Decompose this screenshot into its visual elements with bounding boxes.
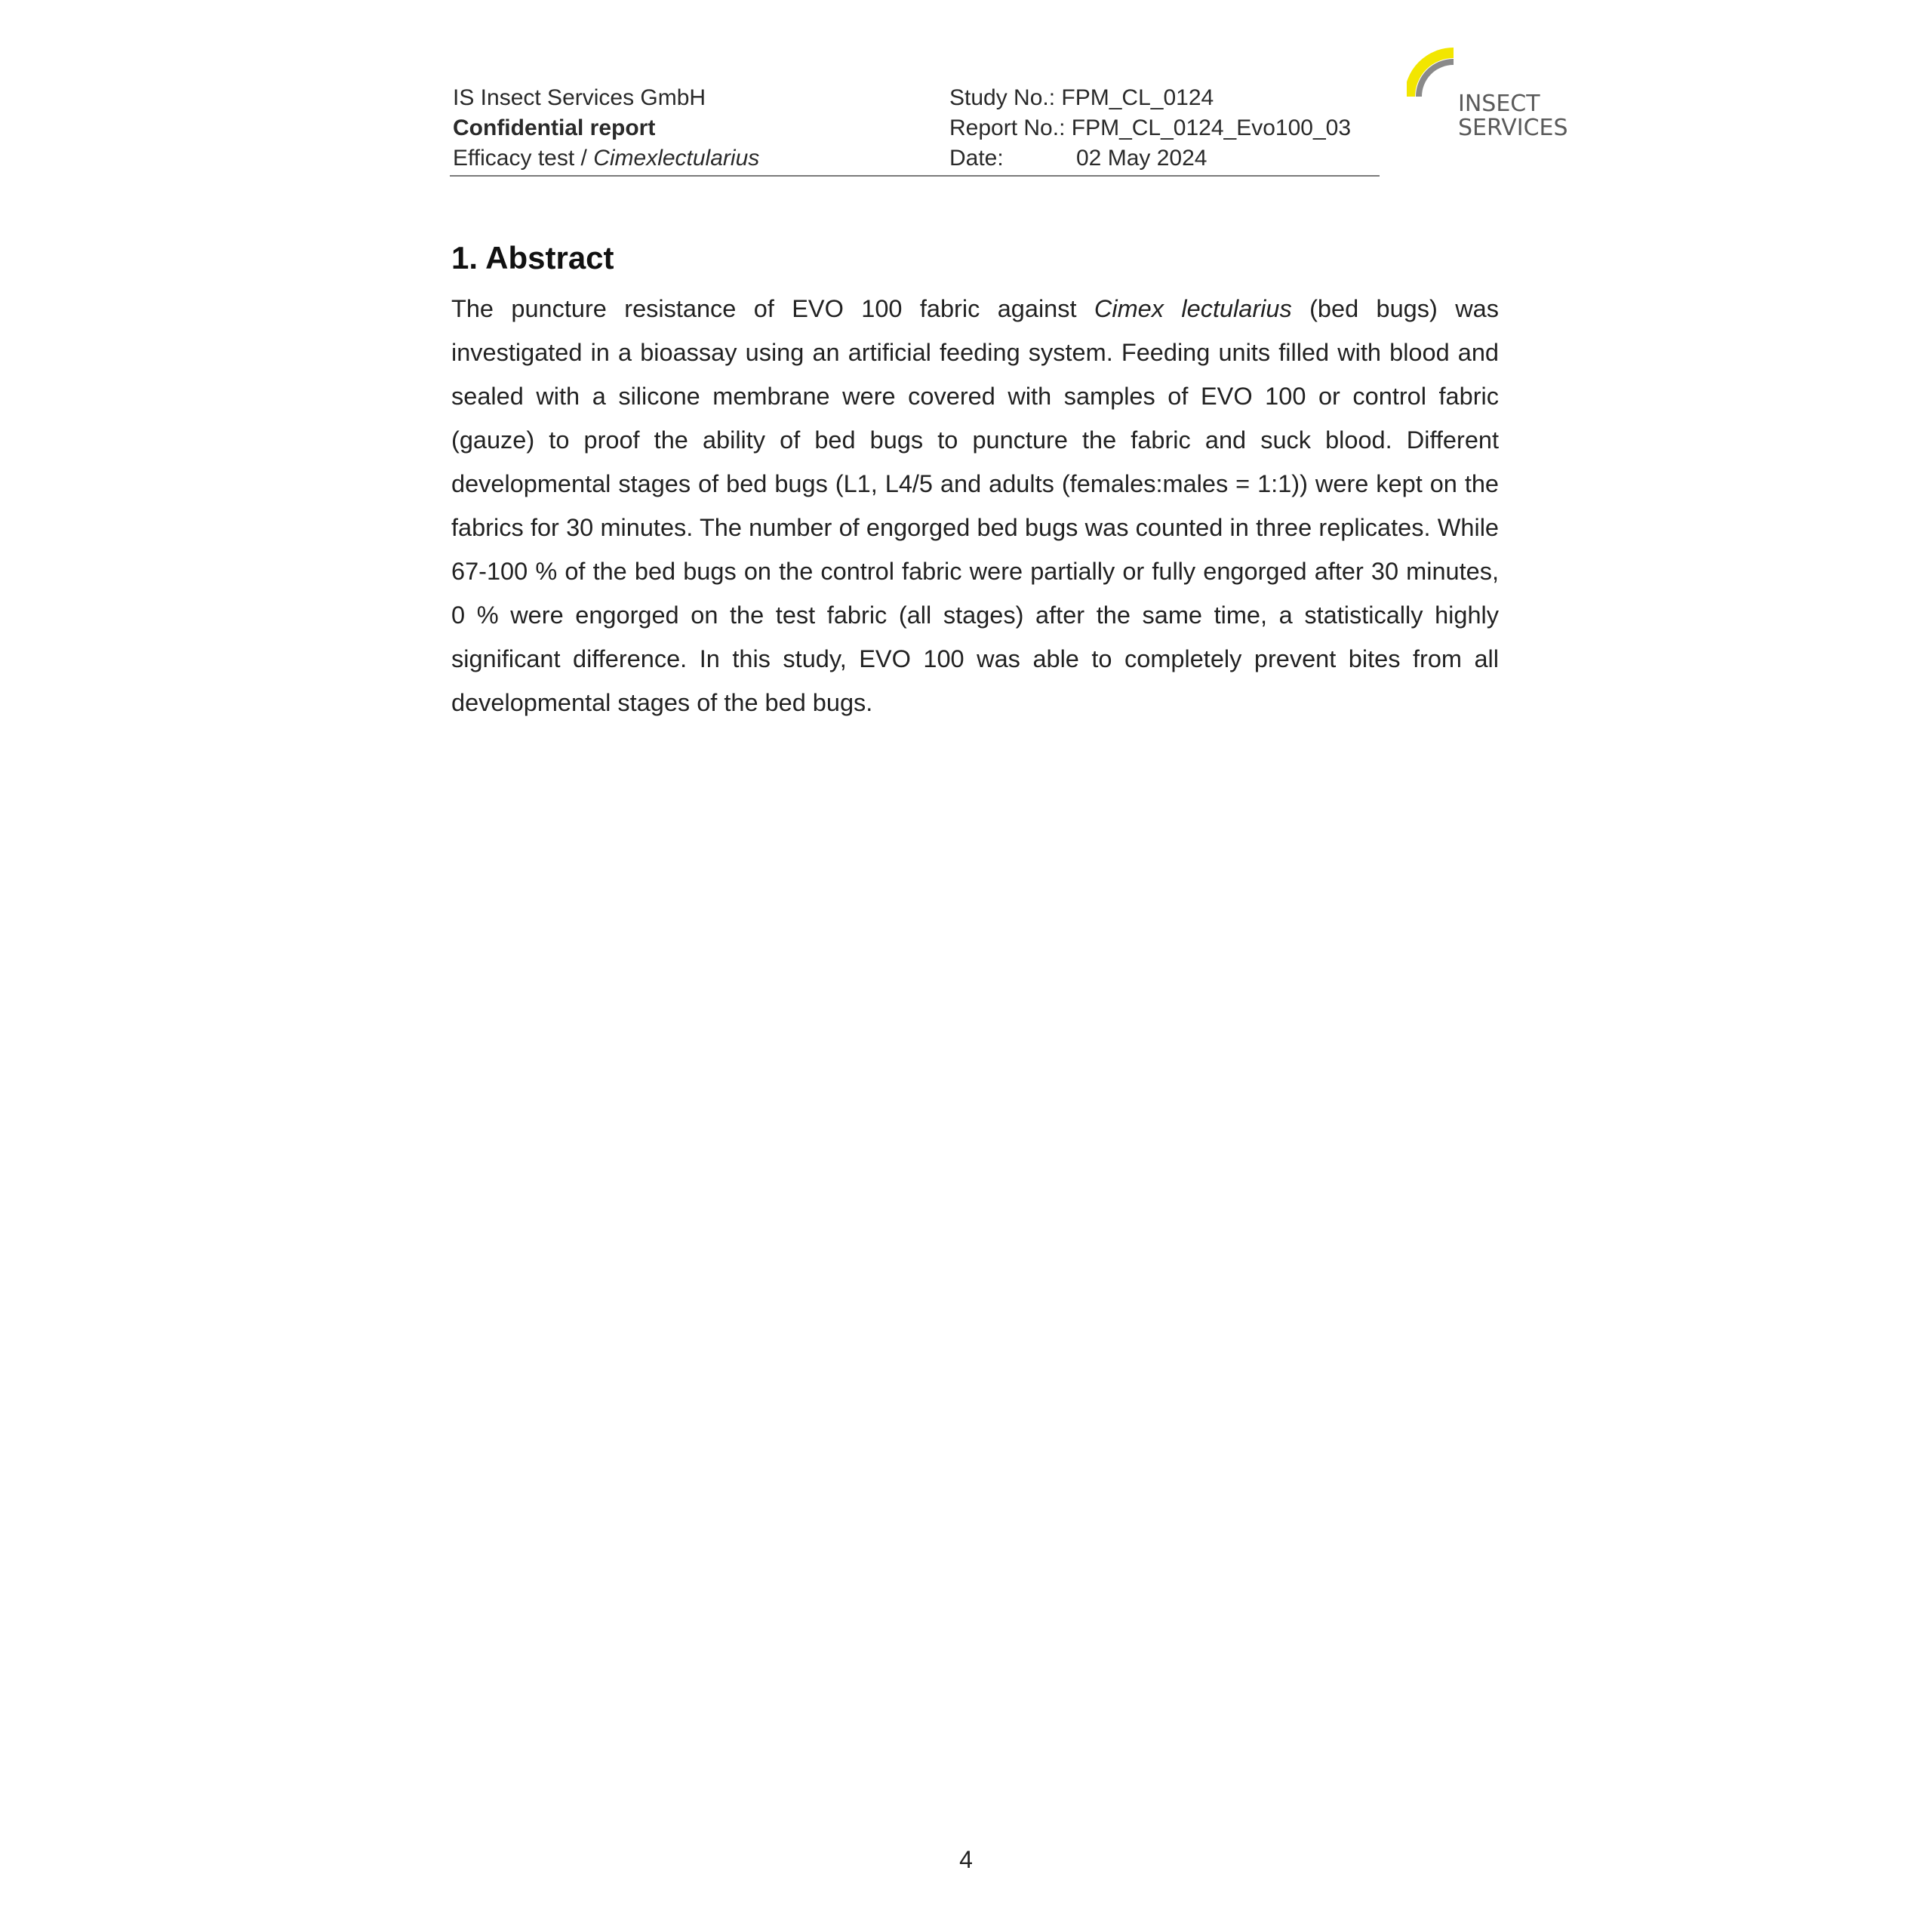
report-number — [949, 113, 1372, 143]
study-number-label: Study No.: — [949, 85, 1056, 110]
abstract-text-intro: The puncture resistance of EVO 100 fabric against — [451, 295, 1094, 322]
page-number: 4 — [959, 1846, 973, 1873]
abstract-species-name: Cimex lectularius — [1094, 295, 1292, 322]
header-divider — [450, 175, 1380, 177]
report-date-label: Date: — [949, 146, 1004, 171]
report-header — [450, 83, 1380, 177]
study-number — [949, 83, 1372, 113]
report-date-value: 02 May 2024 — [1076, 146, 1208, 171]
header-left-column — [453, 83, 936, 174]
report-number-value: FPM_CL_0124_Evo100_03 — [1071, 115, 1352, 140]
logo-wordmark-line1: INSECT — [1458, 91, 1540, 117]
abstract-heading: 1. Abstract — [451, 240, 614, 275]
header-right-column — [949, 83, 1372, 174]
study-number-value: FPM_CL_0124 — [1061, 85, 1214, 110]
abstract-paragraph — [451, 287, 1499, 724]
logo-wordmark — [1458, 92, 1568, 140]
insect-services-logo — [1407, 47, 1580, 145]
report-number-label: Report No.: — [949, 115, 1066, 140]
test-title-species: Cimexlectularius — [593, 146, 760, 171]
test-title-prefix: Efficacy test / — [453, 146, 594, 171]
report-date — [949, 143, 1372, 174]
test-title — [453, 143, 936, 174]
logo-wordmark-line2: SERVICES — [1458, 115, 1568, 141]
abstract-text-body: (bed bugs) was investigated in a bioassay using an artificial feeding system. Feeding units filled with blood and sealed with a silicone membrane were covered with samples of EVO 100 or control fabric (gauze) to proof the ability of bed bugs to puncture the fabric and suck blood. Different developmental stages of bed bugs (L1, L4/5 and adults (females:males = 1:1)) were kept on the fabrics for 30 minutes. The number of engorged bed bugs was counted in three replicates. While 67-100 % of the bed bugs on the control fabric were partially or fully engorged after 30 minutes, 0 % were engorged on the test fabric (all stages) after the same time, a statistically highly significant difference. In this study, EVO 100 was able to completely prevent bites from all developmental stages of the bed bugs. — [451, 295, 1500, 716]
report-type: Confidential report — [453, 115, 656, 140]
company-name: IS Insect Services GmbH — [453, 85, 706, 110]
